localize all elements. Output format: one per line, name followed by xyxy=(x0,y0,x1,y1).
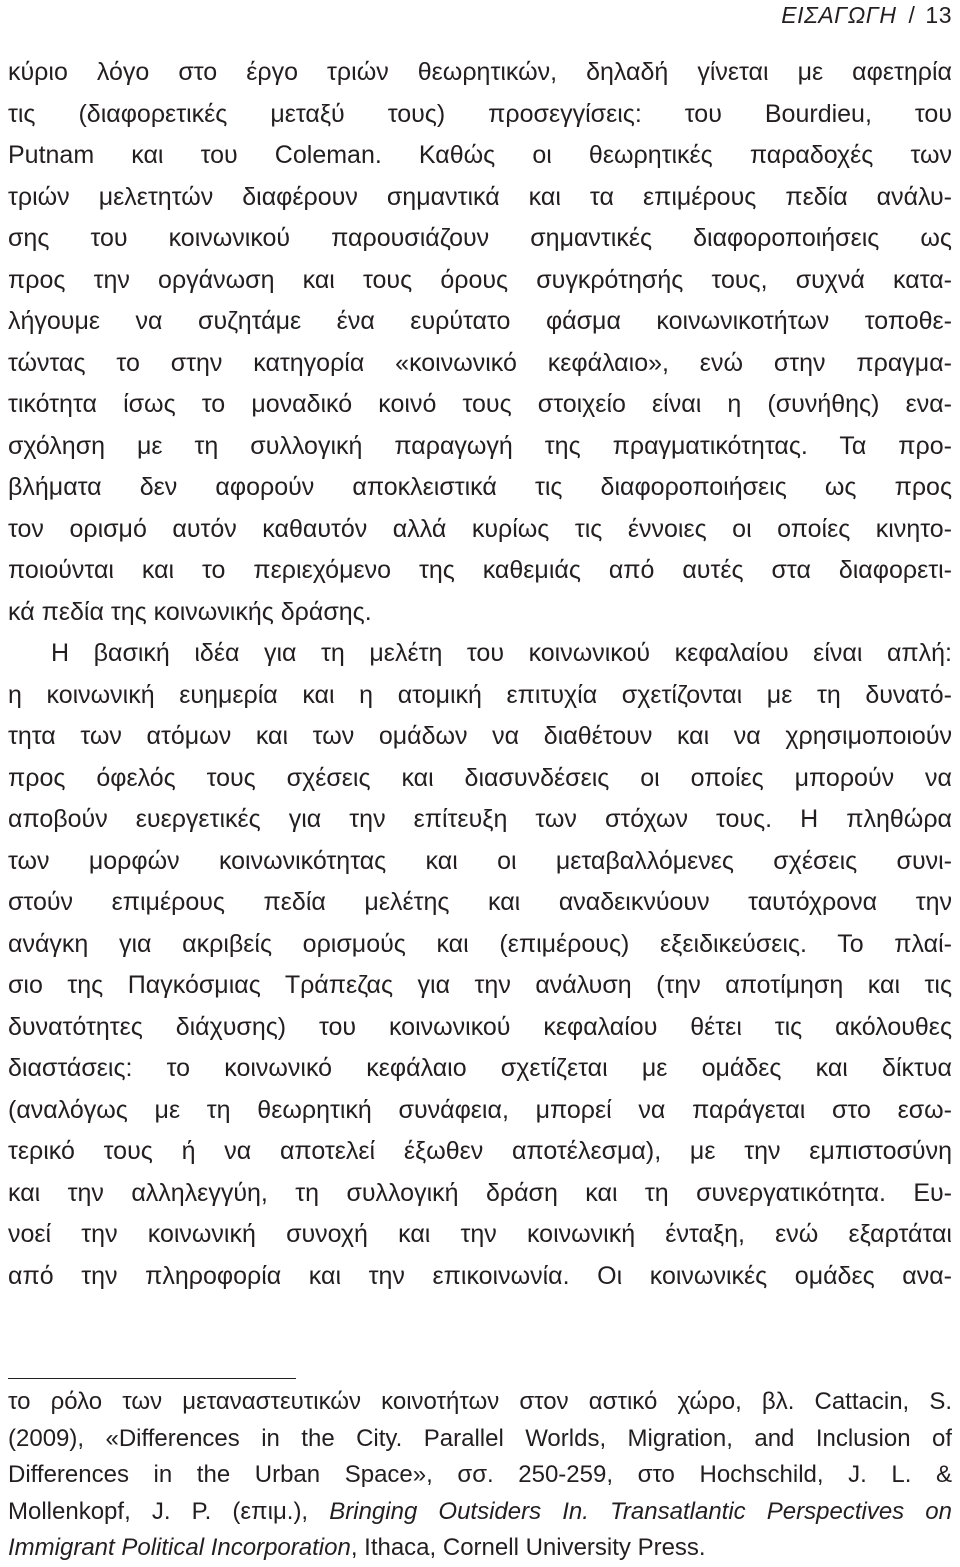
footnote-line xyxy=(8,1494,952,1531)
text-line: κύριο λόγο στο έργο τριών θεωρητικών, δηλαδή γίνεται με αφετηρία xyxy=(8,58,952,86)
text-line: ποιούνται και το περιεχόμενο της καθεμιάς από αυτές στα διαφορετι- xyxy=(8,556,952,584)
footnote-citation-text: Mollenkopf, J. P. (επιμ.), xyxy=(8,1497,330,1525)
body-text xyxy=(8,52,952,1297)
text-line: σης του κοινωνικού παρουσιάζουν σημαντικές διαφοροποιήσεις ως xyxy=(8,224,952,252)
text-line: αποβούν ευεργετικές για την επίτευξη των στόχων τους. Η πληθώρα xyxy=(8,805,952,833)
text-line: βλήματα δεν αφορούν αποκλειστικά τις διαφοροποιήσεις ως προς xyxy=(8,473,952,501)
footnote-line xyxy=(8,1530,952,1567)
footnote-line: (2009), «Differences in the City. Parallel Worlds, Migration, and Inclusion of xyxy=(8,1424,952,1452)
text-line: τις (διαφορετικές μεταξύ τους) προσεγγίσεις: του Bourdieu, του xyxy=(8,99,952,128)
text-line: σιο της Παγκόσμιας Τράπεζας για την ανάλυση (την αποτίμηση και τις xyxy=(8,971,952,999)
text-line: τριών μελετητών διαφέρουν σημαντικά και τα επιμέρους πεδία ανάλυ- xyxy=(8,182,952,211)
text-line: δυνατότητες διάχυσης) του κοινωνικού κεφαλαίου θέτει τις ακόλουθες xyxy=(8,1012,952,1041)
header-separator: / xyxy=(908,2,916,28)
text-line: διαστάσεις: το κοινωνικό κεφάλαιο σχετίζεται με ομάδες και δίκτυα xyxy=(8,1054,952,1082)
footnote-line: το ρόλο των μεταναστευτικών κοινοτήτων στον αστικό χώρο, βλ. Cattacin, S. xyxy=(8,1388,952,1415)
text-line: προς την οργάνωση και τους όρους συγκρότησής τους, συχνά κατα- xyxy=(8,265,952,294)
text-line: στούν επιμέρους πεδία μελέτης και αναδεικνύουν ταυτόχρονα την xyxy=(8,888,952,916)
text-line-paragraph-start: Η βασική ιδέα για τη μελέτη του κοινωνικού κεφαλαίου είναι απλή: xyxy=(51,639,952,667)
running-header xyxy=(781,2,952,29)
text-line: τητα των ατόμων και των ομάδων να διαθέτουν και να χρησιμοποιούν xyxy=(8,722,952,750)
text-line: από την πληροφορία και την επικοινωνία. Οι κοινωνικές ομάδες ανα- xyxy=(8,1261,952,1290)
text-line: τώντας το στην κατηγορία «κοινωνικό κεφάλαιο», ενώ στην πραγμα- xyxy=(8,348,952,377)
text-line: (αναλόγως με τη θεωρητική συνάφεια, μπορεί να παράγεται στο εσω- xyxy=(8,1095,952,1124)
footnote-line: Differences in the Urban Space», σσ. 250-259, στο Hochschild, J. L. & xyxy=(8,1461,952,1488)
footnote xyxy=(8,1384,952,1567)
text-line-paragraph-end: κά πεδία της κοινωνικής δράσης. xyxy=(8,597,372,626)
text-line: Putnam και του Coleman. Καθώς οι θεωρητικές παραδοχές των xyxy=(8,141,952,169)
footnote-publisher: , Ithaca, Cornell University Press. xyxy=(350,1534,706,1561)
text-line: προς όφελός τους σχέσεις και διασυνδέσεις οι οποίες μπορούν να xyxy=(8,763,952,792)
text-line: τικότητα ίσως το μοναδικό κοινό τους στοιχείο είναι η (συνήθης) ενα- xyxy=(8,390,952,418)
text-line: των μορφών κοινωνικότητας και οι μεταβαλλόμενες σχέσεις συνι- xyxy=(8,846,952,875)
text-line: και την αλληλεγγύη, τη συλλογική δράση και τη συνεργατικότητα. Ευ- xyxy=(8,1178,952,1207)
text-line: η κοινωνική ευημερία και η ατομική επιτυχία σχετίζονται με τη δυνατό- xyxy=(8,680,952,709)
text-line: λήγουμε να συζητάμε ένα ευρύτατο φάσμα κοινωνικοτήτων τοποθε- xyxy=(8,307,952,335)
text-line: σχόληση με τη συλλογική παραγωγή της πραγματικότητας. Τα προ- xyxy=(8,431,952,460)
section-title: ΕΙΣΑΓΩΓΗ xyxy=(781,2,897,28)
footnote-book-title-cont: Immigrant Political Incorporation xyxy=(8,1534,351,1561)
footnote-divider xyxy=(8,1378,296,1379)
text-line: τον ορισμό αυτόν καθαυτόν αλλά κυρίως τις έννοιες οι οποίες κινητο- xyxy=(8,514,952,543)
text-line: τερικό τους ή να αποτελεί έξωθεν αποτέλεσμα), με την εμπιστοσύνη xyxy=(8,1137,952,1165)
page-number: 13 xyxy=(925,2,952,28)
text-line: ανάγκη για ακριβείς ορισμούς και (επιμέρους) εξειδικεύσεις. Το πλαί- xyxy=(8,929,952,958)
footnote-book-title: Bringing Outsiders In. Transatlantic Perspectives on xyxy=(329,1497,952,1525)
text-line: νοεί την κοινωνική συνοχή και την κοινωνική ένταξη, ενώ εξαρτάται xyxy=(8,1220,952,1248)
